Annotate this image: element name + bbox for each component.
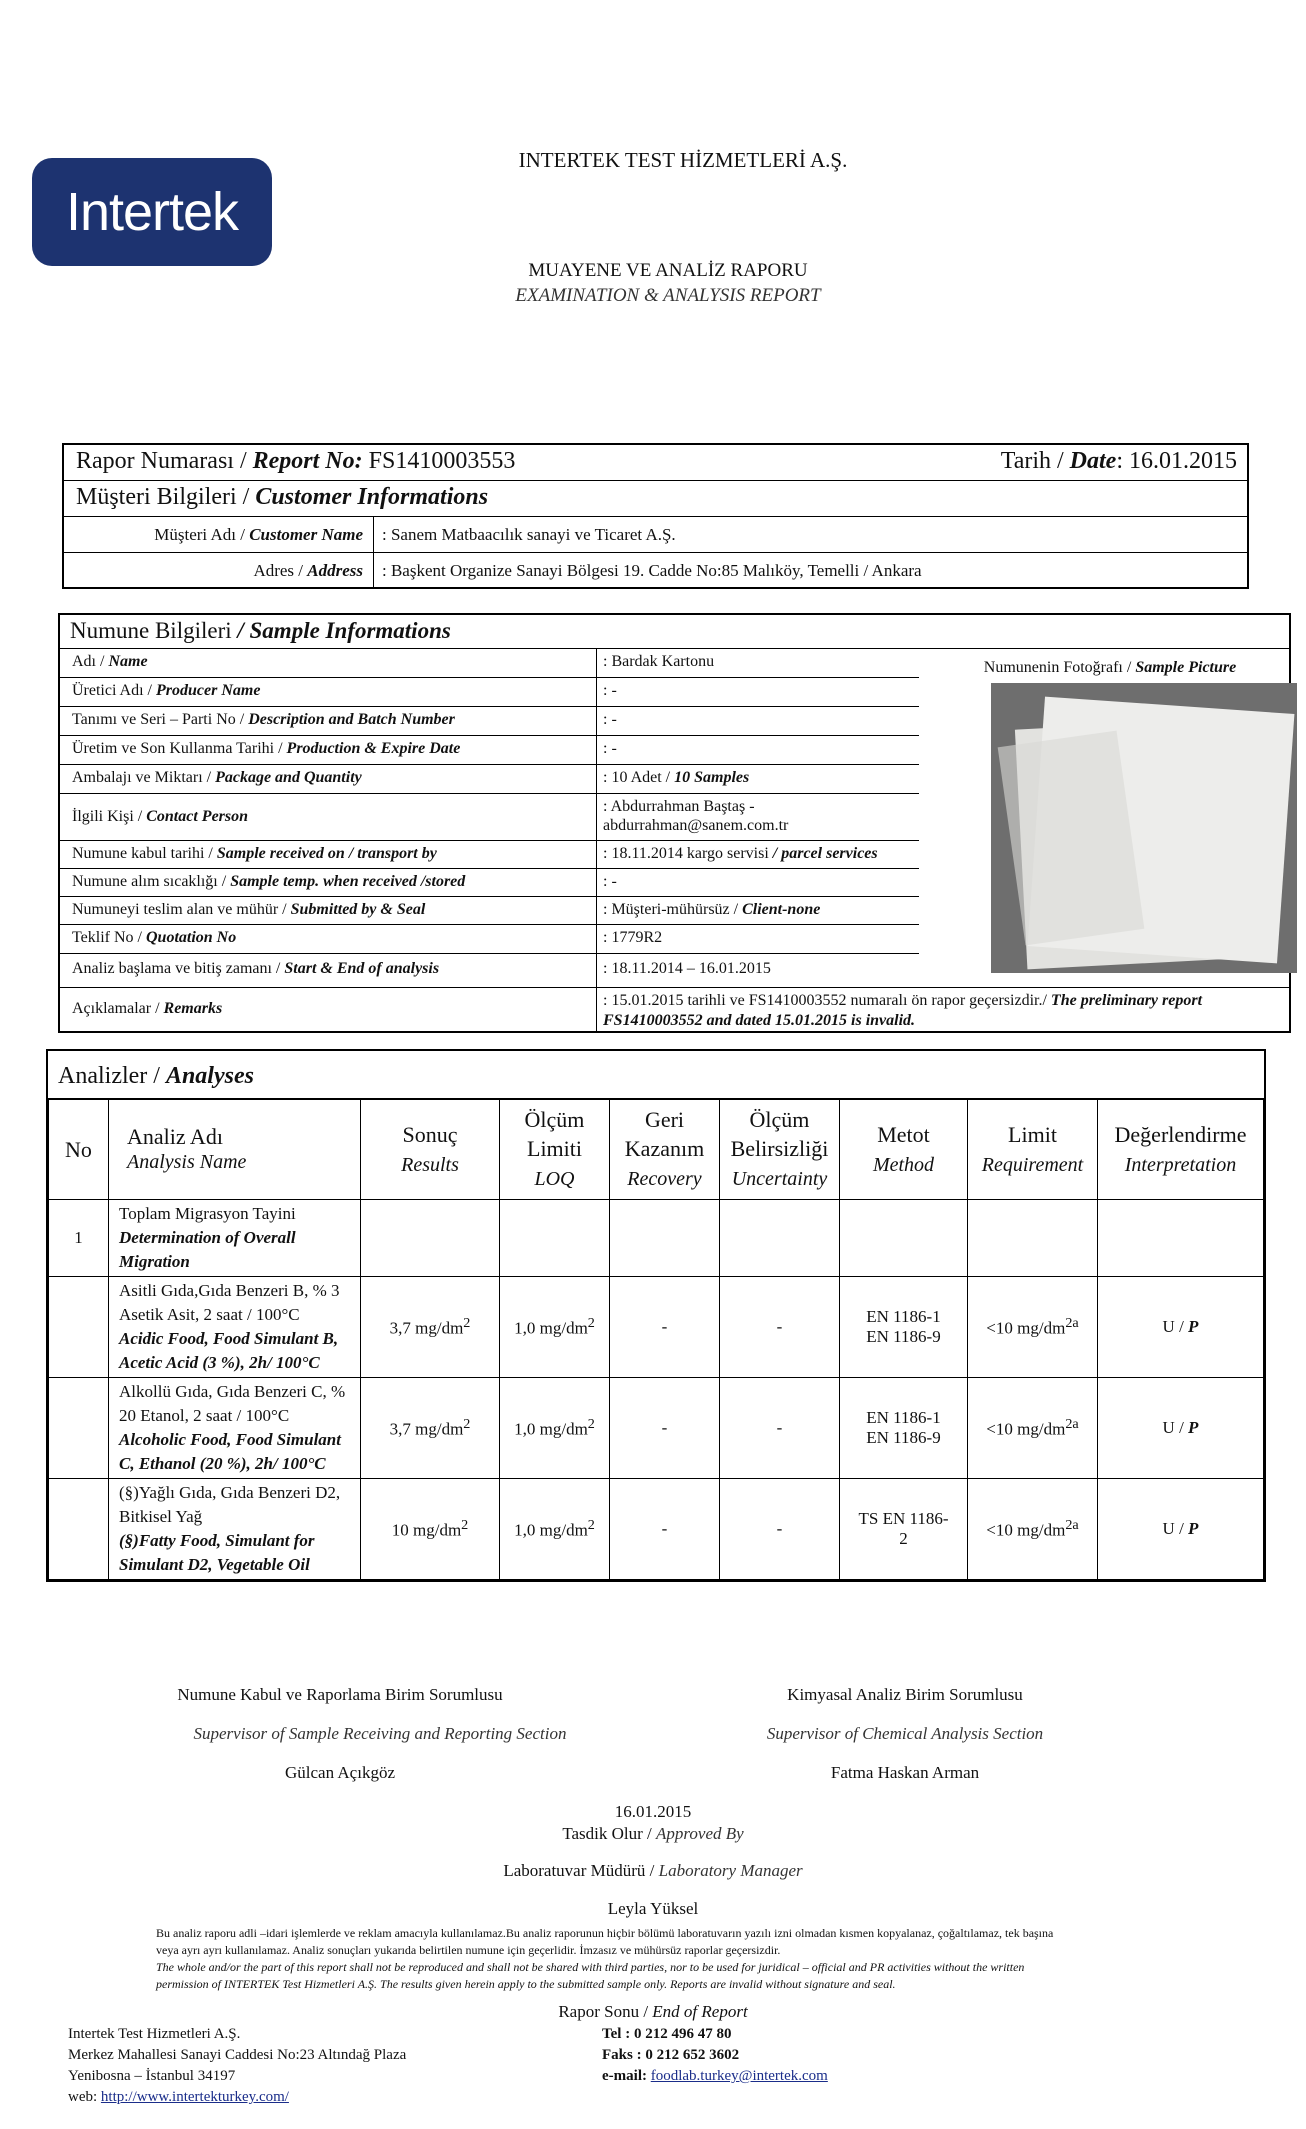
footer-tel: Tel : 0 212 496 47 80 [602,2026,732,2042]
interp-tr: U / [1162,1519,1189,1538]
sample-info-box [58,613,1291,1033]
row-label-en: Quotation No [145,929,237,946]
result-value: 3,7 mg/dm [389,1419,464,1439]
unit-sup: 2 [587,1517,595,1534]
group-name-tr: Toplam Migrasyon Tayini [119,1204,296,1223]
disclaimer-en-1: The whole and/or the part of this report shall not be reproduced and shall not be shared with third parties, nor to be used for juridical – official and PR activities without the written [156,1960,1025,1974]
sig-left-name: Gülcan Açıkgöz [285,1763,395,1782]
method-cell [840,1378,968,1479]
sample-row-submitted [60,897,919,925]
limit-cell [968,1378,1098,1479]
row-label-en: Sample received on / transport by [216,845,437,862]
contact-email: abdurrahman@sanem.com.tr [603,817,789,834]
approved-by-tr: Tasdik Olur / [562,1824,657,1843]
sample-row-temp [60,869,919,897]
row-label-en: Contact Person [146,808,249,825]
picture-label-tr: Numunenin Fotoğrafı / [983,659,1136,676]
sample-row-dates [60,736,919,765]
customer-name-label [64,517,374,553]
row-label-en: Production & Expire Date [286,740,461,757]
interpretation-cell [1098,1378,1264,1479]
intertek-logo [32,158,272,266]
sample-row-quotation [60,925,919,954]
report-no-label-en: Report No: [252,448,363,474]
limit-sup: 2a [1065,1315,1079,1332]
interp-en: P [1188,1418,1199,1437]
interpretation-cell [1098,1277,1264,1378]
sample-picture-label [940,659,1280,677]
empty-cell [500,1200,610,1277]
sample-title-en: / Sample Informations [237,618,451,643]
row-value [596,794,919,840]
row-label-tr: Numune kabul tarihi / [72,845,217,862]
header-tr: Limit [1008,1121,1057,1147]
table-row-group [49,1200,1264,1277]
footer-company: Intertek Test Hizmetleri A.Ş. [68,2026,241,2042]
limit-sup: 2a [1065,1416,1079,1433]
uncertainty-cell: - [720,1277,840,1378]
analysis-name-tr: (§)Yağlı Gıda, Gıda Benzeri D2, Bitkisel Yağ [119,1483,341,1526]
analyses-title-en: Analyses [165,1063,254,1089]
empty-cell [49,1378,109,1479]
limit-sup: 2a [1065,1517,1079,1534]
header-recovery [610,1100,720,1200]
analysis-name-en: Alcoholic Food, Food Simulant C, Ethanol (20 %), 2h/ 100°C [119,1430,341,1473]
report-info-box [62,443,1249,589]
sample-row-description [60,707,919,736]
header-interpretation [1098,1100,1264,1200]
remarks-label-en: Remarks [163,1000,223,1017]
loq-value: 1,0 mg/dm [514,1520,588,1540]
row-value: : - [596,707,919,735]
limit-value: <10 mg/dm [986,1419,1066,1439]
analyses-table [48,1099,1264,1580]
method-cell [840,1277,968,1378]
method-line-1: EN 1186-1 [866,1307,941,1326]
approval-date: 16.01.2015 [614,1802,692,1821]
uncertainty-cell: - [720,1479,840,1580]
row-label-en: Package and Quantity [215,769,362,786]
date-label-en: Date [1069,448,1117,474]
method-line-2: EN 1186-9 [866,1428,941,1447]
row-value-tr: : Müşteri-mühürsüz / [603,901,743,918]
sample-row-received [60,841,919,869]
approved-by-en: Approved By [656,1824,744,1843]
customer-name-value: : Sanem Matbaacılık sanayi ve Ticaret A.Ş. [382,525,676,544]
disclaimer-tr-1: Bu analiz raporu adli –idari işlemlerde ve reklam amacıyla kullanılamaz.Bu analiz raporunun hiçbir bölümü laboratuvarın yazılı izni olmadan kısmen kopyalanaz, çoğaltılamaz, tek başına [156,1926,1054,1940]
lab-manager-title [403,1861,903,1881]
result-cell [361,1378,500,1479]
sig-left-title-en: Supervisor of Sample Receiving and Reporting Section [193,1724,567,1743]
analysis-name [109,1479,361,1580]
row-label-tr: Üretim ve Son Kullanma Tarihi / [72,740,287,757]
header-tr: Ölçüm Limiti [524,1107,585,1161]
end-of-report-en: End of Report [652,2002,748,2021]
header-results [361,1100,500,1200]
customer-address-value: : Başkent Organize Sanayi Bölgesi 19. Cadde No:85 Malıköy, Temelli / Ankara [382,561,922,580]
row-label-tr: İlgili Kişi / [72,808,147,825]
remarks-value-en-1: The preliminary report [1050,992,1203,1009]
limit-value: <10 mg/dm [986,1318,1066,1338]
customer-name-row [64,517,1247,553]
address-label-en: Address [307,561,363,580]
recovery-cell: - [610,1479,720,1580]
row-label-tr: Analiz başlama ve bitiş zamanı / [72,960,285,977]
header-en: Uncertainty [731,1168,828,1190]
date-value: : 16.01.2015 [1116,448,1237,474]
sample-info-title [60,615,1289,649]
sig-right-title: Kimyasal Analiz Birim Sorumlusu [787,1685,1023,1704]
header-tr: Metot [877,1121,930,1147]
disclaimer [156,1925,1166,1993]
row-label-tr: Tanımı ve Seri – Parti No / [72,711,249,728]
header-tr: Analiz Adı [127,1124,223,1149]
header-en: Requirement [981,1153,1084,1176]
header-limit [968,1100,1098,1200]
method-cell [840,1479,968,1580]
row-value: : Bardak Kartonu [596,649,919,677]
approved-by [453,1824,853,1844]
email-label: e-mail: [602,2068,651,2084]
recovery-cell: - [610,1277,720,1378]
report-no-value: FS1410003553 [368,448,516,474]
row-label-en: Submitted by & Seal [290,901,426,918]
lab-manager-en: Laboratory Manager [658,1861,803,1880]
row-label-en: Sample temp. when received /stored [230,873,466,890]
recovery-cell: - [610,1378,720,1479]
header-en: Analysis Name [127,1151,247,1173]
interpretation-cell [1098,1479,1264,1580]
table-row [49,1277,1264,1378]
analysis-name [109,1277,361,1378]
address-label-tr: Adres / [253,561,308,580]
header-method [840,1100,968,1200]
report-no-label-tr: Rapor Numarası / [76,448,253,474]
header-no-label: No [65,1137,92,1162]
sig-right-title-en: Supervisor of Chemical Analysis Section [766,1724,1044,1743]
row-label-tr: Teklif No / [72,929,146,946]
logo-text: Intertek [65,182,239,242]
header-en: Interpretation [1124,1153,1237,1176]
analyses-section [46,1049,1266,1582]
unit-sup: 2 [587,1315,595,1332]
limit-value: <10 mg/dm [986,1520,1066,1540]
report-title-tr: MUAYENE VE ANALİZ RAPORU [528,260,808,281]
sample-row-package [60,765,919,794]
empty-cell [49,1479,109,1580]
row-value: : - [596,678,919,706]
row-value-en: / parcel services [772,845,878,862]
customer-name-label-tr: Müşteri Adı / [154,525,250,544]
row-value [596,841,919,868]
customer-address-row [64,553,1247,589]
uncertainty-cell: - [720,1378,840,1479]
customer-title-en: Customer Informations [255,484,489,510]
sig-left-title: Numune Kabul ve Raporlama Birim Sorumlusu [177,1685,503,1704]
remarks-value [596,988,1208,1033]
row-value [596,897,919,924]
group-name-en: Determination of Overall Migration [119,1228,296,1271]
header-tr: Geri Kazanım [624,1107,705,1161]
report-number-row [64,445,1247,481]
contact-name: : Abdurrahman Baştaş - [603,798,755,815]
email-link[interactable]: foodlab.turkey@intertek.com [650,2068,828,2084]
sample-remarks-row [60,988,1289,1033]
loq-value: 1,0 mg/dm [514,1318,588,1338]
group-name [109,1200,361,1277]
row-value: : 18.11.2014 – 16.01.2015 [596,954,919,987]
table-row [49,1378,1264,1479]
loq-cell [500,1479,610,1580]
analyses-title-tr: Analizler / [58,1063,166,1089]
header-tr: Değerlendirme [1114,1121,1247,1147]
result-value: 3,7 mg/dm [389,1318,464,1338]
loq-value: 1,0 mg/dm [514,1419,588,1439]
row-label-tr: Numune alım sıcaklığı / [72,873,231,890]
row-label-tr: Adı / [72,653,109,670]
row-label-en: Description and Batch Number [248,711,455,728]
loq-cell [500,1378,610,1479]
header-loq [500,1100,610,1200]
row-value-en: Client-none [742,901,821,918]
picture-label-en: Sample Picture [1135,659,1237,676]
row-value [596,765,919,793]
empty-cell [720,1200,840,1277]
website-link[interactable]: http://www.intertekturkey.com/ [100,2089,289,2105]
row-value: : - [596,736,919,764]
customer-title-row [64,481,1247,517]
disclaimer-en-2: permission of INTERTEK Test Hizmetleri A.Ş. The results given herein apply to the submitted sample only. Reports are invalid without signature and seal. [156,1977,896,1991]
header-uncertainty [720,1100,840,1200]
row-value-tr: : 18.11.2014 kargo servisi [603,845,773,862]
row-label-tr: Numuneyi teslim alan ve mühür / [72,901,291,918]
header-analysis-name [109,1100,361,1200]
end-of-report [453,2002,853,2022]
empty-cell [361,1200,500,1277]
lab-manager-name: Leyla Yüksel [607,1899,699,1918]
footer-fax: Faks : 0 212 652 3602 [602,2047,740,2063]
remarks-value-en-2: FS1410003552 and dated 15.01.2015 is invalid. [603,1012,916,1029]
date-label-tr: Tarih / [1000,448,1070,474]
lab-manager-tr: Laboratuvar Müdürü / [503,1861,659,1880]
header-en: LOQ [534,1168,575,1190]
header-tr: Sonuç [402,1121,458,1147]
row-label-en: Producer Name [155,682,261,699]
empty-cell [968,1200,1098,1277]
limit-cell [968,1479,1098,1580]
result-value: 10 mg/dm [391,1520,462,1540]
sample-photo [991,683,1297,973]
remarks-label-tr: Açıklamalar / [72,1000,164,1017]
footer-city: Yenibosna – İstanbul 34197 [68,2068,236,2084]
analysis-name-en: (§)Fatty Food, Simulant for Simulant D2, Vegetable Oil [119,1531,315,1574]
web-label: web: [68,2089,101,2105]
analyses-title [48,1051,1264,1099]
customer-title-tr: Müşteri Bilgileri / [76,484,256,510]
row-label-tr: Üretici Adı / [72,682,156,699]
method-line-1: TS EN 1186- [858,1509,949,1528]
header-tr: Ölçüm Belirsizliği [730,1107,829,1161]
method-line-2: EN 1186-9 [866,1327,941,1346]
method-line-2: 2 [899,1529,908,1548]
row-label-en: Start & End of analysis [284,960,440,977]
analysis-name-tr: Asitli Gıda,Gıda Benzeri B, % 3 Asetik Asit, 2 saat / 100°C [119,1281,340,1324]
analyses-header-row [49,1100,1264,1200]
table-row [49,1479,1264,1580]
disclaimer-tr-2: veya ayrı ayrı kullanılamaz. Analiz sonuçları yukarıda belirtilen numune için geçerlidir. İmzasız ve mühürsüz raporlar geçersizdir. [156,1943,781,1957]
company-name: INTERTEK TEST HİZMETLERİ A.Ş. [518,148,848,172]
remarks-value-tr: : 15.01.2015 tarihli ve FS1410003552 numaralı ön rapor geçersizdir./ [603,992,1051,1009]
sample-row-producer [60,678,919,707]
report-title-en: EXAMINATION & ANALYSIS REPORT [515,285,821,306]
unit-sup: 2 [463,1315,471,1332]
end-of-report-tr: Rapor Sonu / [558,2002,653,2021]
group-no: 1 [49,1200,109,1277]
header-en: Method [872,1153,935,1176]
empty-cell [840,1200,968,1277]
header-en: Recovery [627,1168,702,1190]
sample-title-tr: Numune Bilgileri [70,618,238,643]
unit-sup: 2 [587,1416,595,1433]
limit-cell [968,1277,1098,1378]
result-cell [361,1479,500,1580]
analysis-name [109,1378,361,1479]
footer-address [68,2024,406,2108]
row-value-tr: : 10 Adet / [603,769,675,786]
analysis-name-tr: Alkollü Gıda, Gıda Benzeri C, % 20 Etanol, 2 saat / 100°C [119,1382,346,1425]
row-label-tr: Ambalajı ve Miktarı / [72,769,216,786]
empty-cell [610,1200,720,1277]
loq-cell [500,1277,610,1378]
interp-tr: U / [1162,1418,1189,1437]
footer-contact [602,2024,828,2087]
sample-row-contact [60,794,919,841]
interp-en: P [1188,1519,1199,1538]
unit-sup: 2 [463,1416,471,1433]
method-line-1: EN 1186-1 [866,1408,941,1427]
empty-cell [49,1277,109,1378]
footer-street: Merkez Mahallesi Sanayi Caddesi No:23 Altındağ Plaza [68,2047,407,2063]
customer-name-label-en: Customer Name [249,525,363,544]
sample-row-name [60,649,919,678]
header-en: Results [401,1153,459,1176]
analysis-name-en: Acidic Food, Food Simulant B, Acetic Acid (3 %), 2h/ 100°C [119,1329,339,1372]
row-value: : - [596,869,919,896]
result-cell [361,1277,500,1378]
row-value-en: 10 Samples [674,769,750,786]
sig-right-name: Fatma Haskan Arman [830,1763,980,1782]
unit-sup: 2 [461,1517,469,1534]
customer-address-label [64,553,374,589]
row-value: : 1779R2 [596,925,919,953]
empty-cell [1098,1200,1264,1277]
interp-tr: U / [1162,1317,1189,1336]
row-label-en: Name [108,653,148,670]
interp-en: P [1188,1317,1199,1336]
header-no [49,1100,109,1200]
